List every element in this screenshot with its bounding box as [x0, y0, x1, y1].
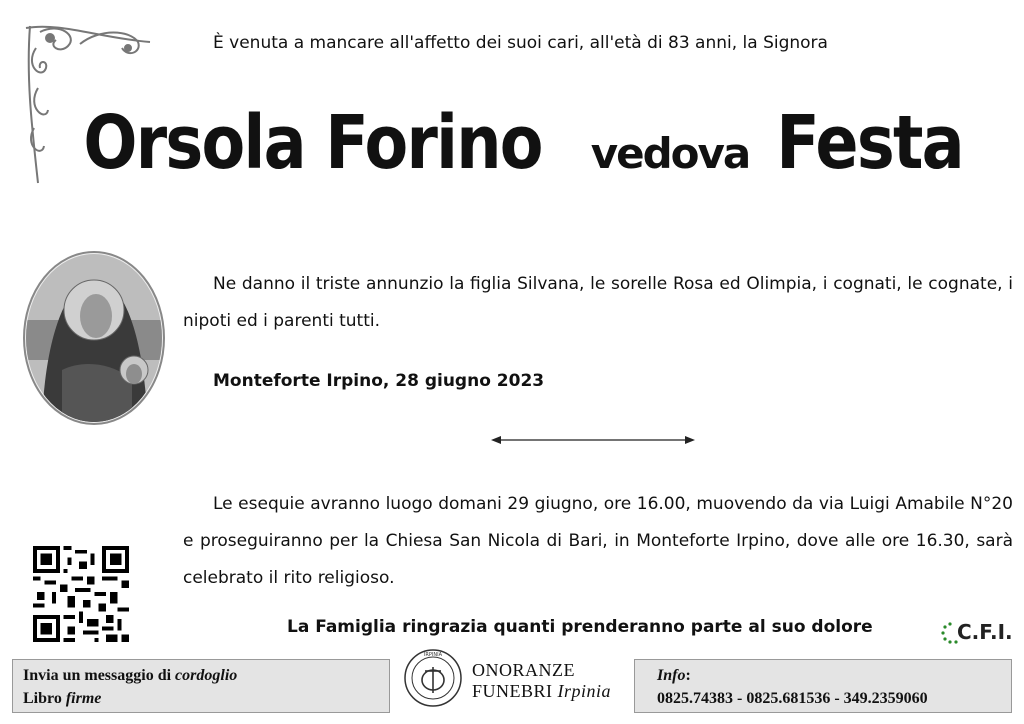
- funeral-paragraph: Le esequie avranno luogo domani 29 giugno, ore 16.00, muovendo da via Luigi Amabile N°20 e proseguiranno per la Chiesa San Nicola di Bari, in Monteforte Irpino, dove alle ore 16.30, sarà celebrato il rito religioso.: [183, 494, 1013, 588]
- place-date: Monteforte Irpino, 28 giugno 2023: [213, 371, 545, 391]
- guestbook-link[interactable]: Libro firme: [23, 690, 102, 707]
- ofi-logo-icon: [403, 648, 463, 708]
- double-arrow-divider-icon: [491, 433, 695, 447]
- name-last: Festa: [776, 100, 963, 186]
- name-first: Orsola Forino: [83, 100, 542, 186]
- logo-top-text: IRPINIA: [423, 652, 443, 658]
- phone-numbers[interactable]: 0825.74383 - 0825.681536 - 349.2359060: [657, 690, 928, 707]
- intro-text: È venuta a mancare all'affetto dei suoi cari, all'età di 83 anni, la Signora: [213, 33, 828, 53]
- funeral-home-brand: ONORANZE FUNEBRI Irpinia: [472, 660, 612, 701]
- thanks-text: La Famiglia ringrazia quanti prenderanno parte al suo dolore: [287, 617, 873, 637]
- qr-code[interactable]: [33, 546, 129, 642]
- deceased-name: [0, 100, 1024, 186]
- condolence-link[interactable]: Invia un messaggio di cordoglio: [23, 667, 238, 684]
- cfi-text: C.F.I.: [957, 620, 1013, 644]
- info-label: Info: [657, 667, 686, 684]
- announcement-paragraph: Ne danno il triste annunzio la figlia Silvana, le sorelle Rosa ed Olimpia, i cognati, le cognate, i nipoti ed i parenti tutti.: [183, 274, 1013, 331]
- cfi-logo-icon: [940, 618, 1013, 650]
- condolence-box[interactable]: [12, 659, 390, 713]
- info-box: Info: 0825.74383 - 0825.681536 - 349.2359060: [634, 659, 1012, 713]
- madonna-portrait: [22, 250, 166, 426]
- name-middle: vedova: [590, 129, 750, 178]
